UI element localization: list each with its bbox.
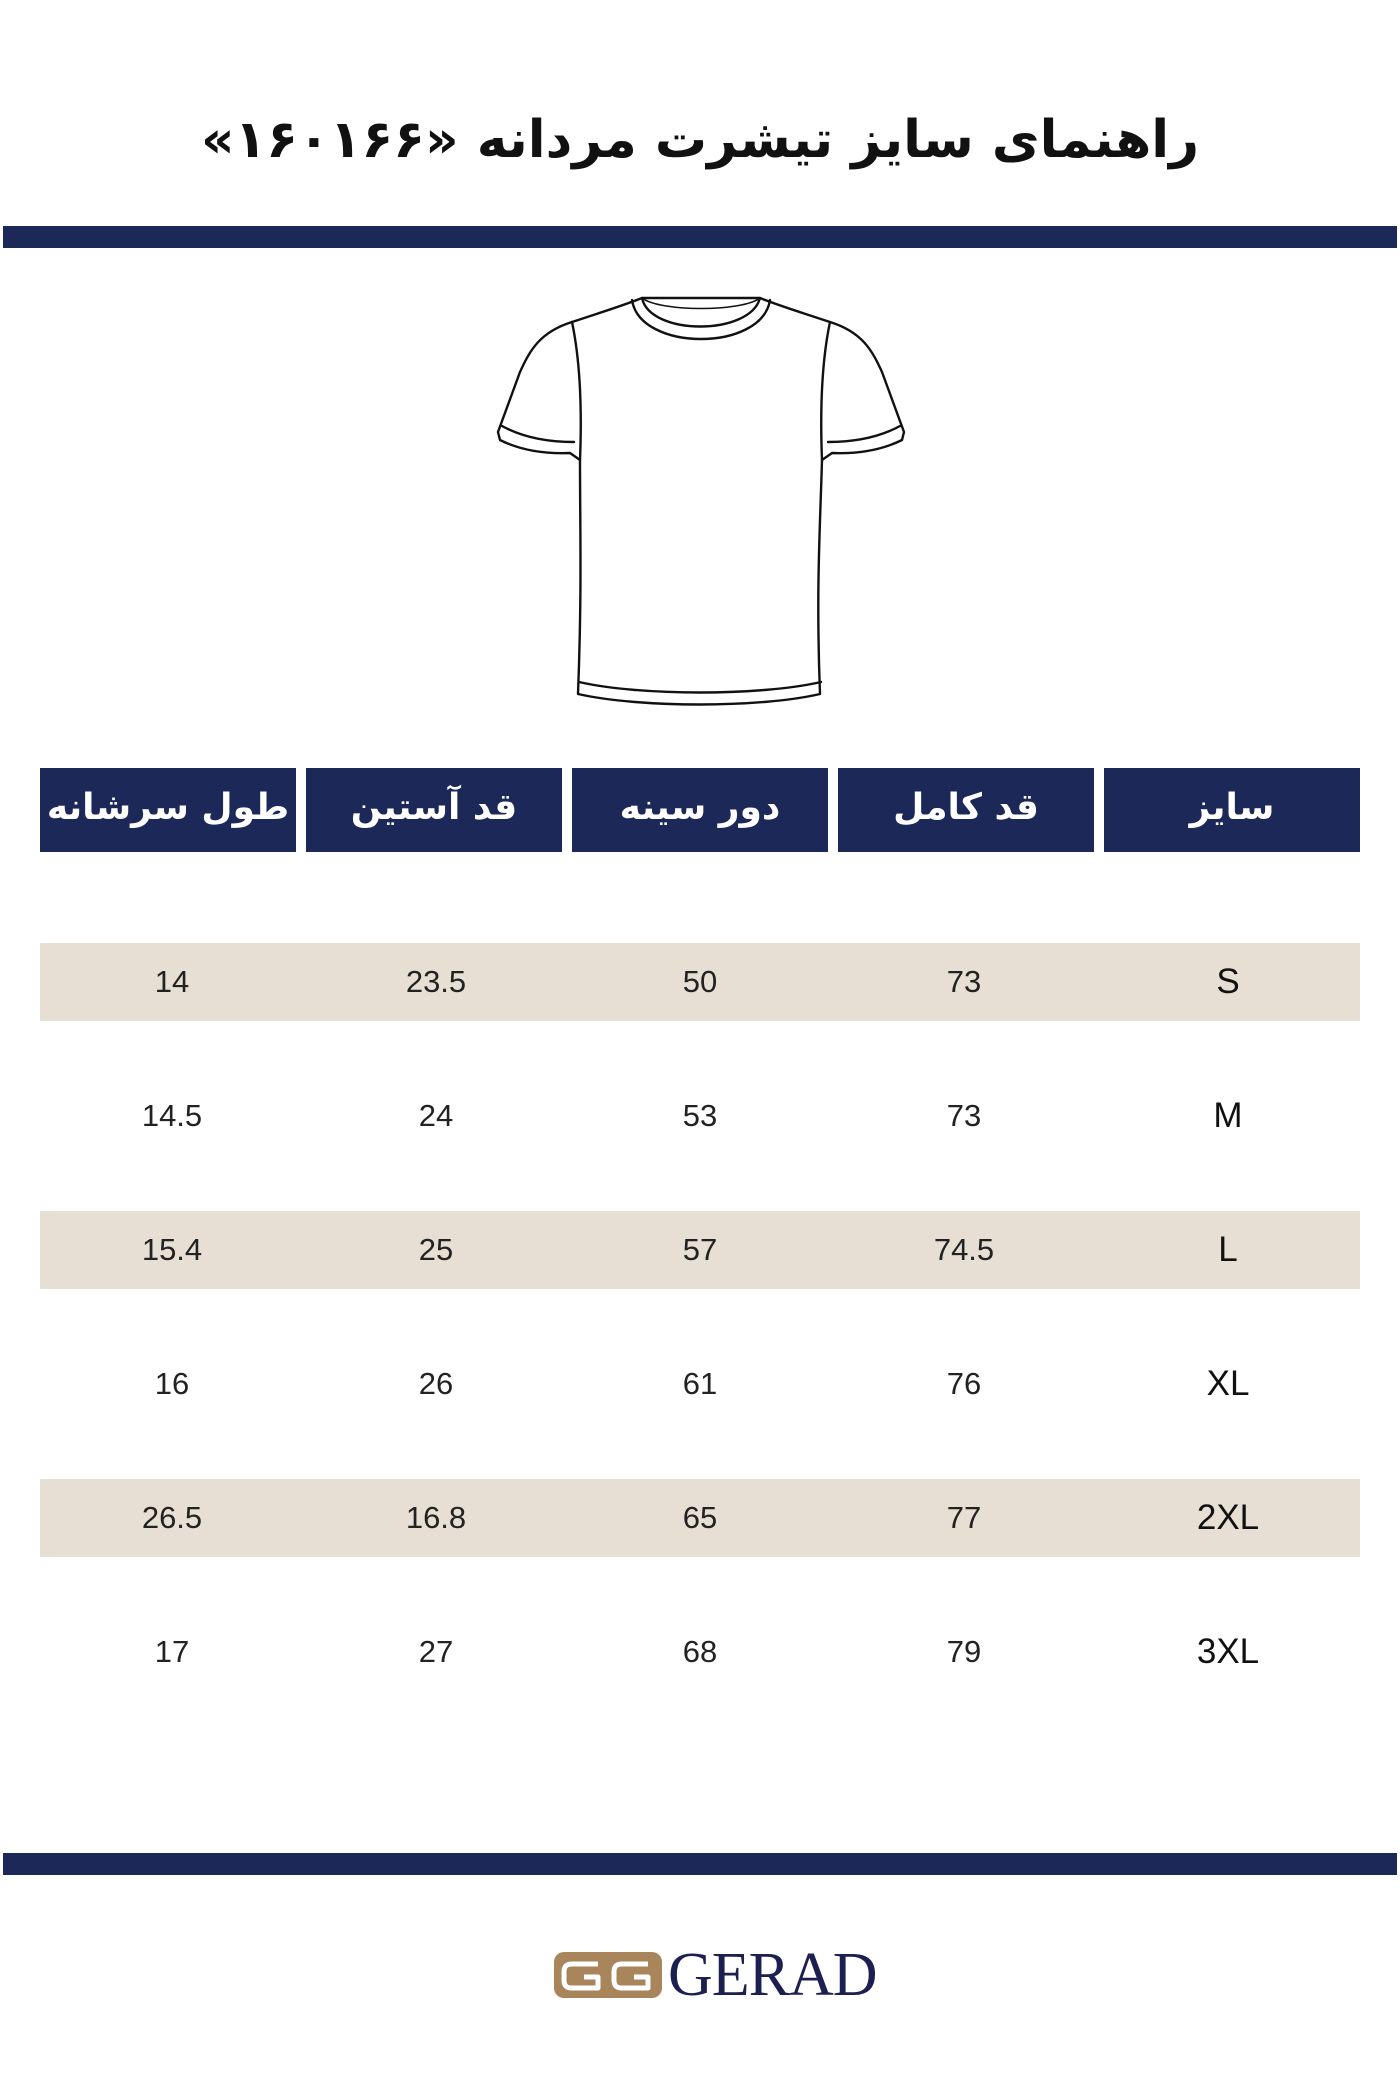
table-row xyxy=(40,943,1360,1021)
gerad-monogram-icon xyxy=(552,1950,664,2000)
cell-full-length: 79 xyxy=(946,1634,982,1669)
cell-sleeve: 24 xyxy=(418,1098,454,1133)
cell-full-length: 73 xyxy=(946,964,982,999)
cell-size: XL xyxy=(1206,1364,1250,1403)
cell-shoulder: 17 xyxy=(154,1634,190,1669)
cell-shoulder: 14 xyxy=(154,964,190,999)
brand-name: GERAD xyxy=(668,1941,877,2009)
cell-chest: 61 xyxy=(682,1366,718,1401)
cell-sleeve: 16.8 xyxy=(405,1500,467,1535)
cell-size: 2XL xyxy=(1196,1498,1260,1537)
header-full-length: قد کامل xyxy=(838,768,1094,852)
table-row xyxy=(40,1211,1360,1289)
table-header xyxy=(40,768,1360,852)
page-title: راهنمای سایز تیشرت مردانه «۱۶۰۱۶۶» xyxy=(200,110,1200,170)
top-divider xyxy=(3,226,1397,248)
cell-full-length: 73 xyxy=(946,1098,982,1133)
cell-size: M xyxy=(1213,1096,1243,1135)
cell-chest: 50 xyxy=(682,964,718,999)
cell-full-length: 77 xyxy=(946,1500,982,1535)
cell-sleeve: 26 xyxy=(418,1366,454,1401)
cell-size: S xyxy=(1216,962,1240,1001)
header-size: سایز xyxy=(1104,768,1360,852)
header-shoulder-length: طول سرشانه xyxy=(40,768,296,852)
bottom-divider xyxy=(3,1853,1397,1875)
cell-shoulder: 15.4 xyxy=(141,1232,203,1267)
cell-chest: 57 xyxy=(682,1232,718,1267)
cell-chest: 65 xyxy=(682,1500,718,1535)
cell-shoulder: 16 xyxy=(154,1366,190,1401)
table-row xyxy=(40,1077,1360,1155)
header-sleeve-length: قد آستین xyxy=(306,768,562,852)
cell-sleeve: 25 xyxy=(418,1232,454,1267)
table-row xyxy=(40,1345,1360,1423)
cell-full-length: 74.5 xyxy=(933,1232,995,1267)
header-chest: دور سینه xyxy=(572,768,828,852)
cell-chest: 68 xyxy=(682,1634,718,1669)
cell-shoulder: 26.5 xyxy=(141,1500,203,1535)
cell-full-length: 76 xyxy=(946,1366,982,1401)
cell-size: L xyxy=(1218,1230,1238,1269)
cell-sleeve: 27 xyxy=(418,1634,454,1669)
cell-chest: 53 xyxy=(682,1098,718,1133)
table-row xyxy=(40,1479,1360,1557)
brand-logo xyxy=(552,1941,877,2009)
tshirt-outline-icon xyxy=(490,290,910,720)
size-table xyxy=(40,943,1360,1747)
table-row xyxy=(40,1613,1360,1691)
cell-sleeve: 23.5 xyxy=(405,964,467,999)
cell-shoulder: 14.5 xyxy=(141,1098,203,1133)
cell-size: 3XL xyxy=(1196,1632,1260,1671)
